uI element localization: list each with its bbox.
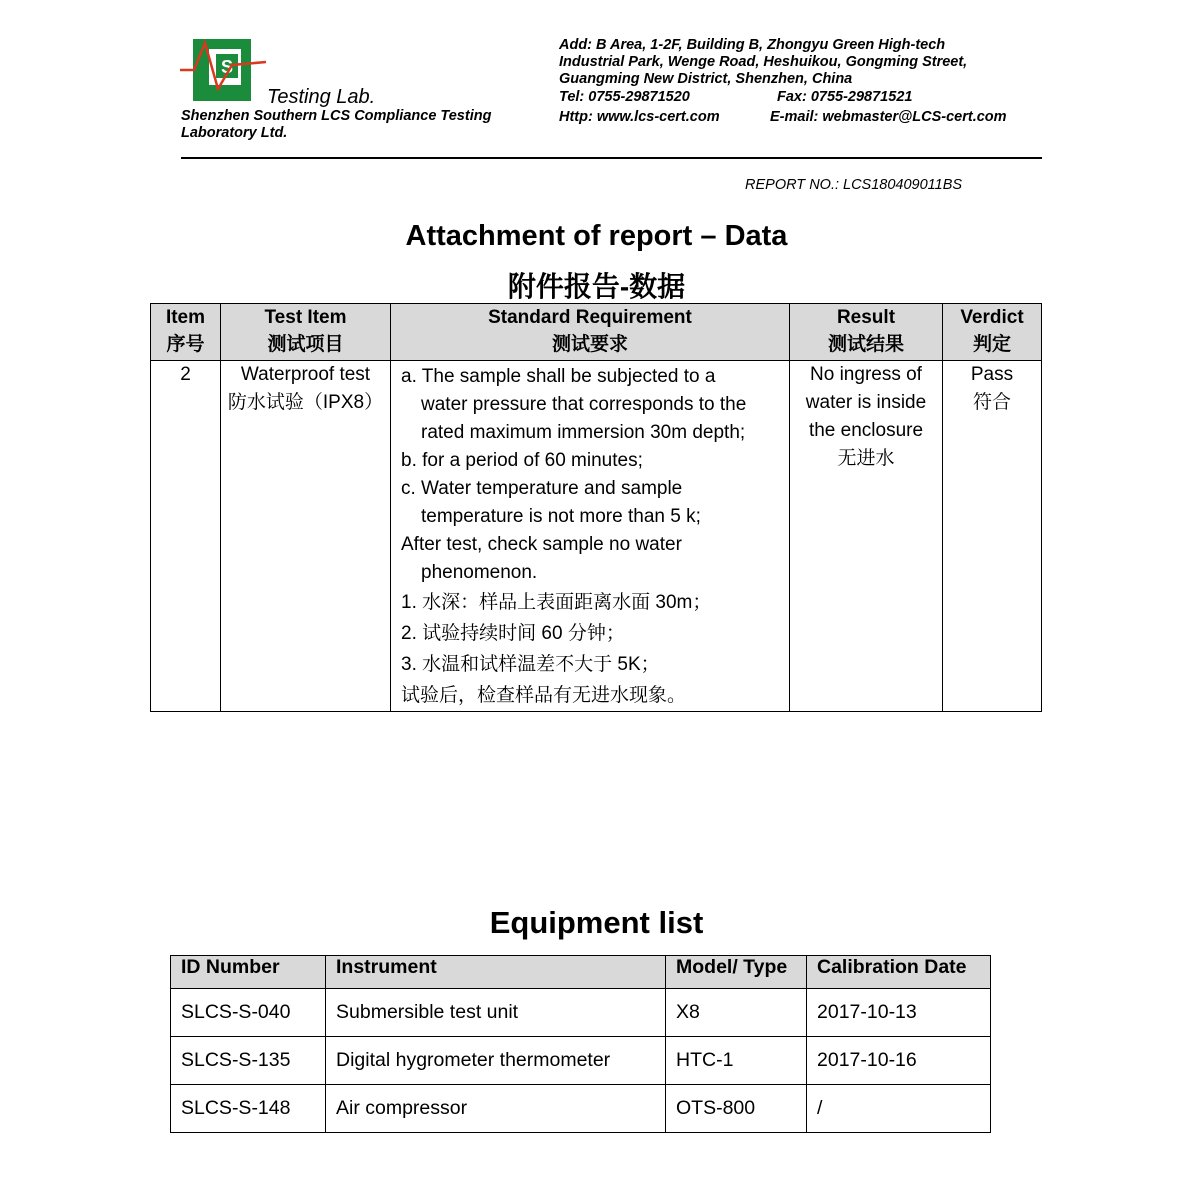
column-header: Item 序号 [151,304,221,361]
email-link[interactable]: E-mail: webmaster@LCS-cert.com [770,109,1007,125]
company-name [181,108,491,142]
requirement-cell: a. The sample shall be subjected to a water pressure that corresponds to the rated maximum immersion 30m depth; b. for a period of 60 minutes; c. Water temperature and sample temperature is not more than 5 k; After test, check sample no water phenomenon. 1. 水深：样品上表面距离水面 30m； 2. 试验持续时间 60 分钟； 3. 水温和试样温差不大于 5K； 试验后，检查样品有无进水现象。 [391,361,790,712]
address-line: Add: B Area, 1-2F, Building B, Zhongyu Green High-tech [559,37,946,53]
report-number: REPORT NO.: LCS180409011BS [745,177,963,193]
verdict-cell: Pass 符合 [943,361,1042,712]
address-line: Industrial Park, Wenge Road, Heshuikou, Gongming Street, [559,54,968,70]
website-link[interactable]: Http: www.lcs-cert.com [559,109,720,125]
model-cell: HTC-1 [666,1037,807,1085]
lab-name: Testing Lab. [267,86,376,108]
fax: Fax: 0755-29871521 [777,89,913,105]
equipment-title: Equipment list [489,905,704,940]
date-cell: 2017-10-13 [807,989,991,1037]
data-table [150,303,1042,712]
address-line: Guangming New District, Shenzhen, China [559,71,853,87]
model-cell: OTS-800 [666,1085,807,1133]
address-block [559,37,967,88]
page-title: Attachment of report – Data [405,220,788,252]
column-header: Instrument [326,956,666,989]
date-cell: 2017-10-16 [807,1037,991,1085]
id-cell: SLCS-S-135 [171,1037,326,1085]
header-divider [181,157,1042,159]
column-header: Verdict 判定 [943,304,1042,361]
table-header-row [171,956,991,989]
column-header: Result 测试结果 [790,304,943,361]
table-header-row [151,304,1042,361]
table-row [151,361,1042,712]
lcs-logo-icon [180,37,266,103]
column-header: Test Item 测试项目 [221,304,391,361]
table-row [171,1037,991,1085]
id-cell: SLCS-S-040 [171,989,326,1037]
company-line: Laboratory Ltd. [181,125,288,141]
result-cell: No ingress of water is inside the enclosure 无进水 [790,361,943,712]
model-cell: X8 [666,989,807,1037]
instrument-cell: Air compressor [326,1085,666,1133]
column-header: Standard Requirement 测试要求 [391,304,790,361]
instrument-cell: Digital hygrometer thermometer [326,1037,666,1085]
svg-text:S: S [221,57,234,77]
id-cell: SLCS-S-148 [171,1085,326,1133]
instrument-cell: Submersible test unit [326,989,666,1037]
column-header: ID Number [171,956,326,989]
date-cell: / [807,1085,991,1133]
column-header: Calibration Date [807,956,991,989]
tel: Tel: 0755-29871520 [559,89,690,105]
column-header: Model/ Type [666,956,807,989]
company-line: Shenzhen Southern LCS Compliance Testing [181,108,492,124]
equipment-table [170,955,991,1133]
table-row [171,989,991,1037]
item-cell: 2 [151,361,221,712]
page-title-cn: 附件报告-数据 [507,271,686,302]
test-item-cell: Waterproof test 防水试验（IPX8） [221,361,391,712]
table-row [171,1085,991,1133]
